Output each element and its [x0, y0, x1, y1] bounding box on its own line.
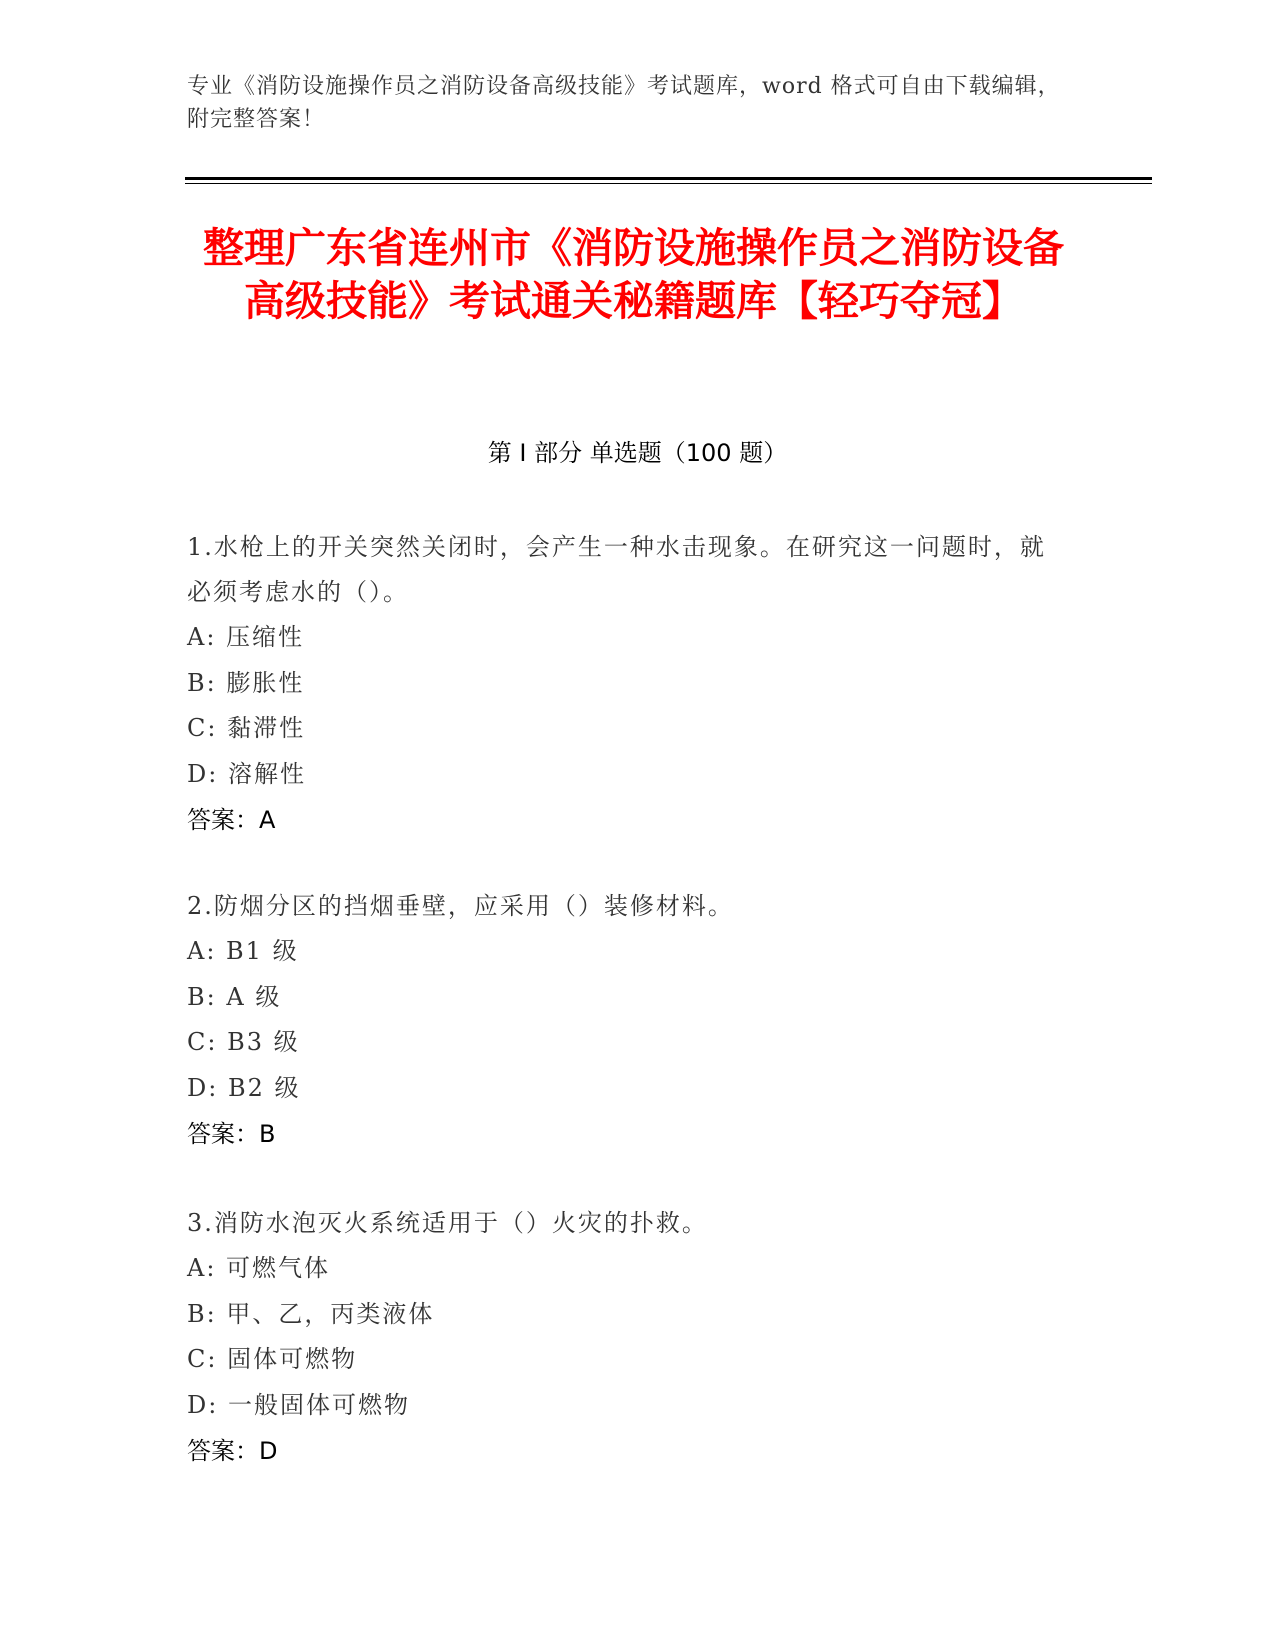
option-b: B: 甲、乙，丙类液体: [187, 1299, 435, 1328]
question-stem: 3.消防水泡灭火系统适用于（）火灾的扑救。: [187, 1209, 708, 1237]
question-3: [187, 1201, 1067, 1474]
answer: 答案：D: [187, 1437, 278, 1465]
question-stem: 1.水枪上的开关突然关闭时，会产生一种水击现象。在研究这一问题时，就必须考虑水的（）。: [187, 533, 1046, 606]
question-2: [187, 884, 1067, 1157]
answer: 答案：B: [187, 1120, 276, 1148]
option-a: A: B1 级: [187, 937, 299, 965]
answer: 答案：A: [187, 806, 276, 834]
document-title: 整理广东省连州市《消防设施操作员之消防设备高级技能》考试通关秘籍题库【轻巧夺冠】: [203, 224, 1064, 325]
option-d: D: 溶解性: [187, 759, 306, 788]
option-a: A: 可燃气体: [187, 1254, 331, 1282]
option-b: B: 膨胀性: [187, 668, 305, 697]
section-heading: 第 I 部分 单选题（100 题）: [487, 439, 788, 467]
option-d: D: 一般固体可燃物: [187, 1390, 410, 1419]
header-divider-thick: [185, 177, 1152, 180]
option-c: C: 固体可燃物: [187, 1345, 358, 1373]
option-d: D: B2 级: [187, 1073, 301, 1102]
header-divider-thin: [185, 183, 1152, 184]
question-stem: 2.防烟分区的挡烟垂壁，应采用（）装修材料。: [187, 892, 734, 920]
header-note: 专业《消防设施操作员之消防设备高级技能》考试题库，word 格式可自由下载编辑，附完整答案！: [187, 74, 1061, 132]
question-1: [187, 525, 1067, 843]
option-c: C: 黏滞性: [187, 714, 306, 742]
option-b: B: A 级: [187, 982, 282, 1011]
option-c: C: B3 级: [187, 1028, 300, 1056]
option-a: A: 压缩性: [187, 623, 305, 651]
